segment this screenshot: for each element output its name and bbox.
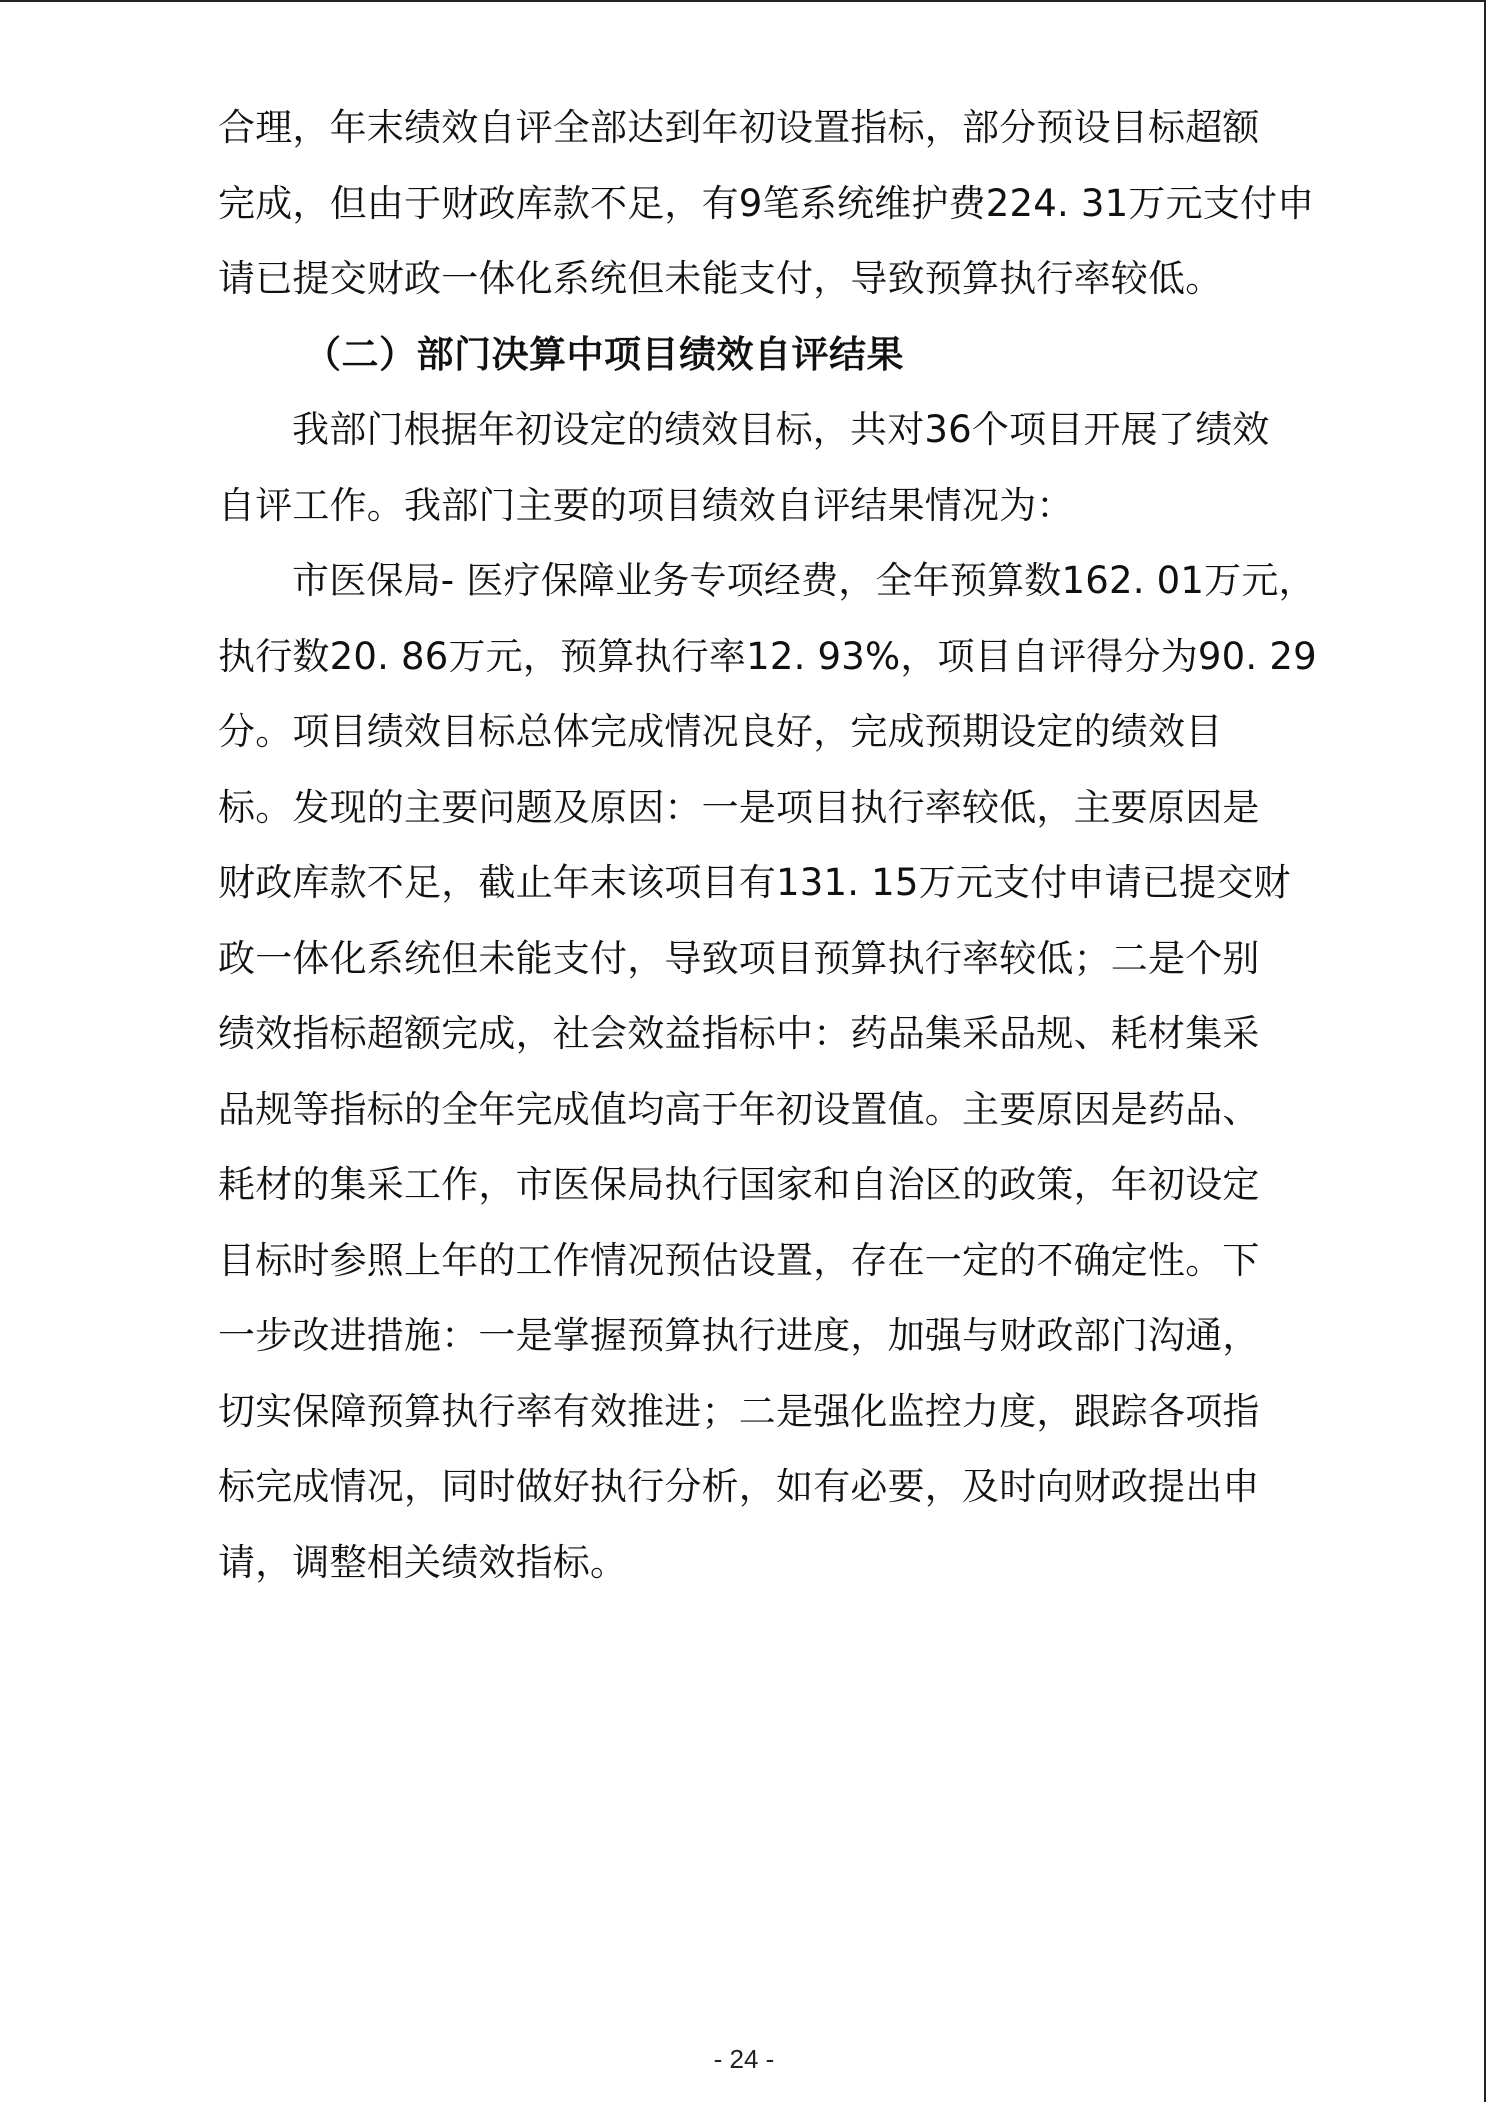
section-heading: （二）部门决算中项目绩效自评结果 <box>304 332 904 376</box>
paragraph-line: 请，调整相关绩效指标。 <box>218 1540 628 1584</box>
paragraph-line: 绩效指标超额完成，社会效益指标中：药品集采品规、耗材集采 <box>218 1012 1260 1055</box>
paragraph-line: 财政库款不足，截止年末该项目有131. 15万元支付申请已提交财 <box>218 861 1291 904</box>
paragraph-line: 请已提交财政一体化系统但未能支付，导致预算执行率较低。 <box>218 257 1223 300</box>
paragraph-line: 完成，但由于财政库款不足，有9笔系统维护费224. 31万元支付申 <box>218 181 1315 225</box>
page-number: - 24 - <box>713 2044 775 2074</box>
document-body <box>218 90 1317 1600</box>
paragraph-line: 执行数20. 86万元，预算执行率12. 93%，项目自评得分为90. 29 <box>218 634 1317 678</box>
paragraph-line: 标。发现的主要问题及原因：一是项目执行率较低，主要原因是 <box>218 785 1260 829</box>
paragraph-line: 目标时参照上年的工作情况预估设置，存在一定的不确定性。下 <box>218 1238 1260 1282</box>
paragraph-line: 标完成情况，同时做好执行分析，如有必要，及时向财政提出申 <box>218 1465 1260 1508</box>
paragraph-line: 品规等指标的全年完成值均高于年初设置值。主要原因是药品、 <box>218 1087 1260 1131</box>
paragraph-line: 分。项目绩效目标总体完成情况良好，完成预期设定的绩效目 <box>218 710 1223 753</box>
paragraph-line: 切实保障预算执行率有效推进；二是强化监控力度，跟踪各项指 <box>218 1389 1260 1433</box>
paragraph-line: 自评工作。我部门主要的项目绩效自评结果情况为： <box>218 483 1074 527</box>
paragraph-line: 政一体化系统但未能支付，导致项目预算执行率较低；二是个别 <box>218 936 1260 980</box>
paragraph-line: 耗材的集采工作，市医保局执行国家和自治区的政策，年初设定 <box>218 1163 1260 1206</box>
paragraph-line: 一步改进措施：一是掌握预算执行进度，加强与财政部门沟通， <box>218 1314 1260 1357</box>
paragraph-line: 合理，年末绩效自评全部达到年初设置指标，部分预设目标超额 <box>218 106 1260 149</box>
paragraph-line: 市医保局- 医疗保障业务专项经费，全年预算数162. 01万元， <box>292 559 1316 602</box>
paragraph-line: 我部门根据年初设定的绩效目标，共对36个项目开展了绩效 <box>292 408 1270 451</box>
